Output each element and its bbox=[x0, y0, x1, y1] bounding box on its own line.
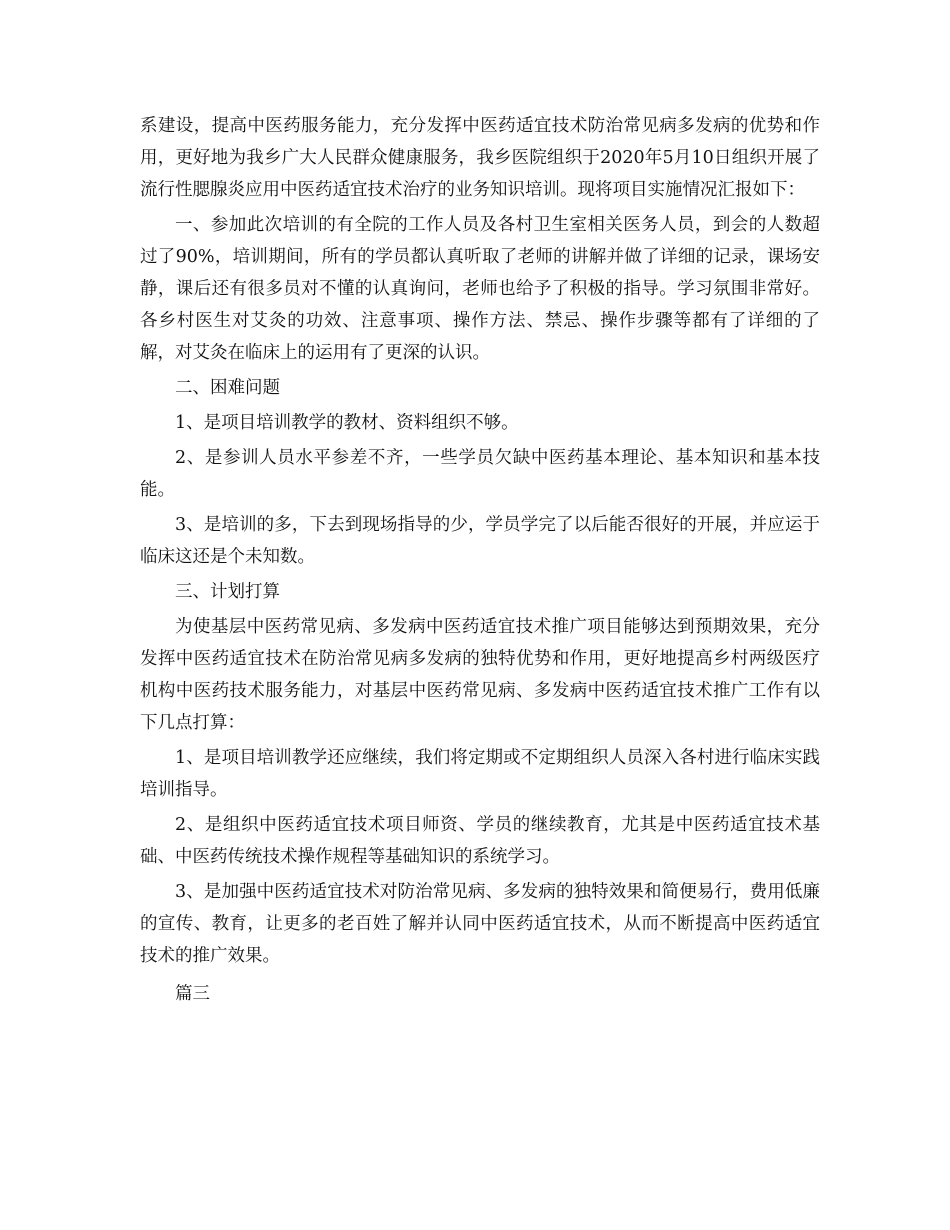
paragraph-intro: 系建设，提高中医药服务能力，充分发挥中医药适宜技术防治常见病多发病的优势和作用，更好地为我乡广大人民群众健康服务，我乡医院组织于2020年5月10日组织开展了流行性腮腺炎应用中医药适宜技术治疗的业务知识培训。现将项目实施情况汇报如下： bbox=[140, 116, 820, 200]
plan-item-3: 3、是加强中医药适宜技术对防治常见病、多发病的独特效果和简便易行，费用低廉的宣传、教育，让更多的老百姓了解并认同中医药适宜技术，从而不断提高中医药适宜技术的推广效果。 bbox=[140, 882, 820, 966]
paragraph-section-one: 一、参加此次培训的有全院的工作人员及各村卫生室相关医务人员，到会的人数超过了90%，培训期间，所有的学员都认真听取了老师的讲解并做了详细的记录，课场安静，课后还有很多员对不懂的认真询问，老师也给予了积极的指导。学习氛围非常好。各乡村医生对艾灸的功效、注意事项、操作方法、禁忌、操作步骤等都有了详细的了解，对艾灸在临床上的运用有了更深的认识。 bbox=[140, 215, 820, 363]
document-page bbox=[140, 110, 820, 1013]
plan-item-1: 1、是项目培训教学还应继续，我们将定期或不定期组织人员深入各村进行临床实践培训指导。 bbox=[140, 748, 820, 800]
difficulty-item-2: 2、是参训人员水平参差不齐，一些学员欠缺中医药基本理论、基本知识和基本技能。 bbox=[140, 448, 820, 500]
heading-plans: 三、计划打算 bbox=[175, 582, 280, 602]
difficulty-item-1: 1、是项目培训教学的教材、资料组织不够。 bbox=[175, 413, 519, 433]
heading-difficulties: 二、困难问题 bbox=[175, 378, 280, 398]
section-heading-part-three: 篇三 bbox=[175, 984, 210, 1004]
plan-item-2: 2、是组织中医药适宜技术项目师资、学员的继续教育，尤其是中医药适宜技术基础、中医药传统技术操作规程等基础知识的系统学习。 bbox=[140, 815, 820, 867]
paragraph-plans-intro: 为使基层中医药常见病、多发病中医药适宜技术推广项目能够达到预期效果，充分发挥中医药适宜技术在防治常见病多发病的独特优势和作用，更好地提高乡村两级医疗机构中医药技术服务能力，对基层中医药常见病、多发病中医药适宜技术推广工作有以下几点打算： bbox=[140, 617, 820, 733]
difficulty-item-3: 3、是培训的多，下去到现场指导的少，学员学完了以后能否很好的开展，并应运于临床这还是个未知数。 bbox=[140, 515, 820, 567]
